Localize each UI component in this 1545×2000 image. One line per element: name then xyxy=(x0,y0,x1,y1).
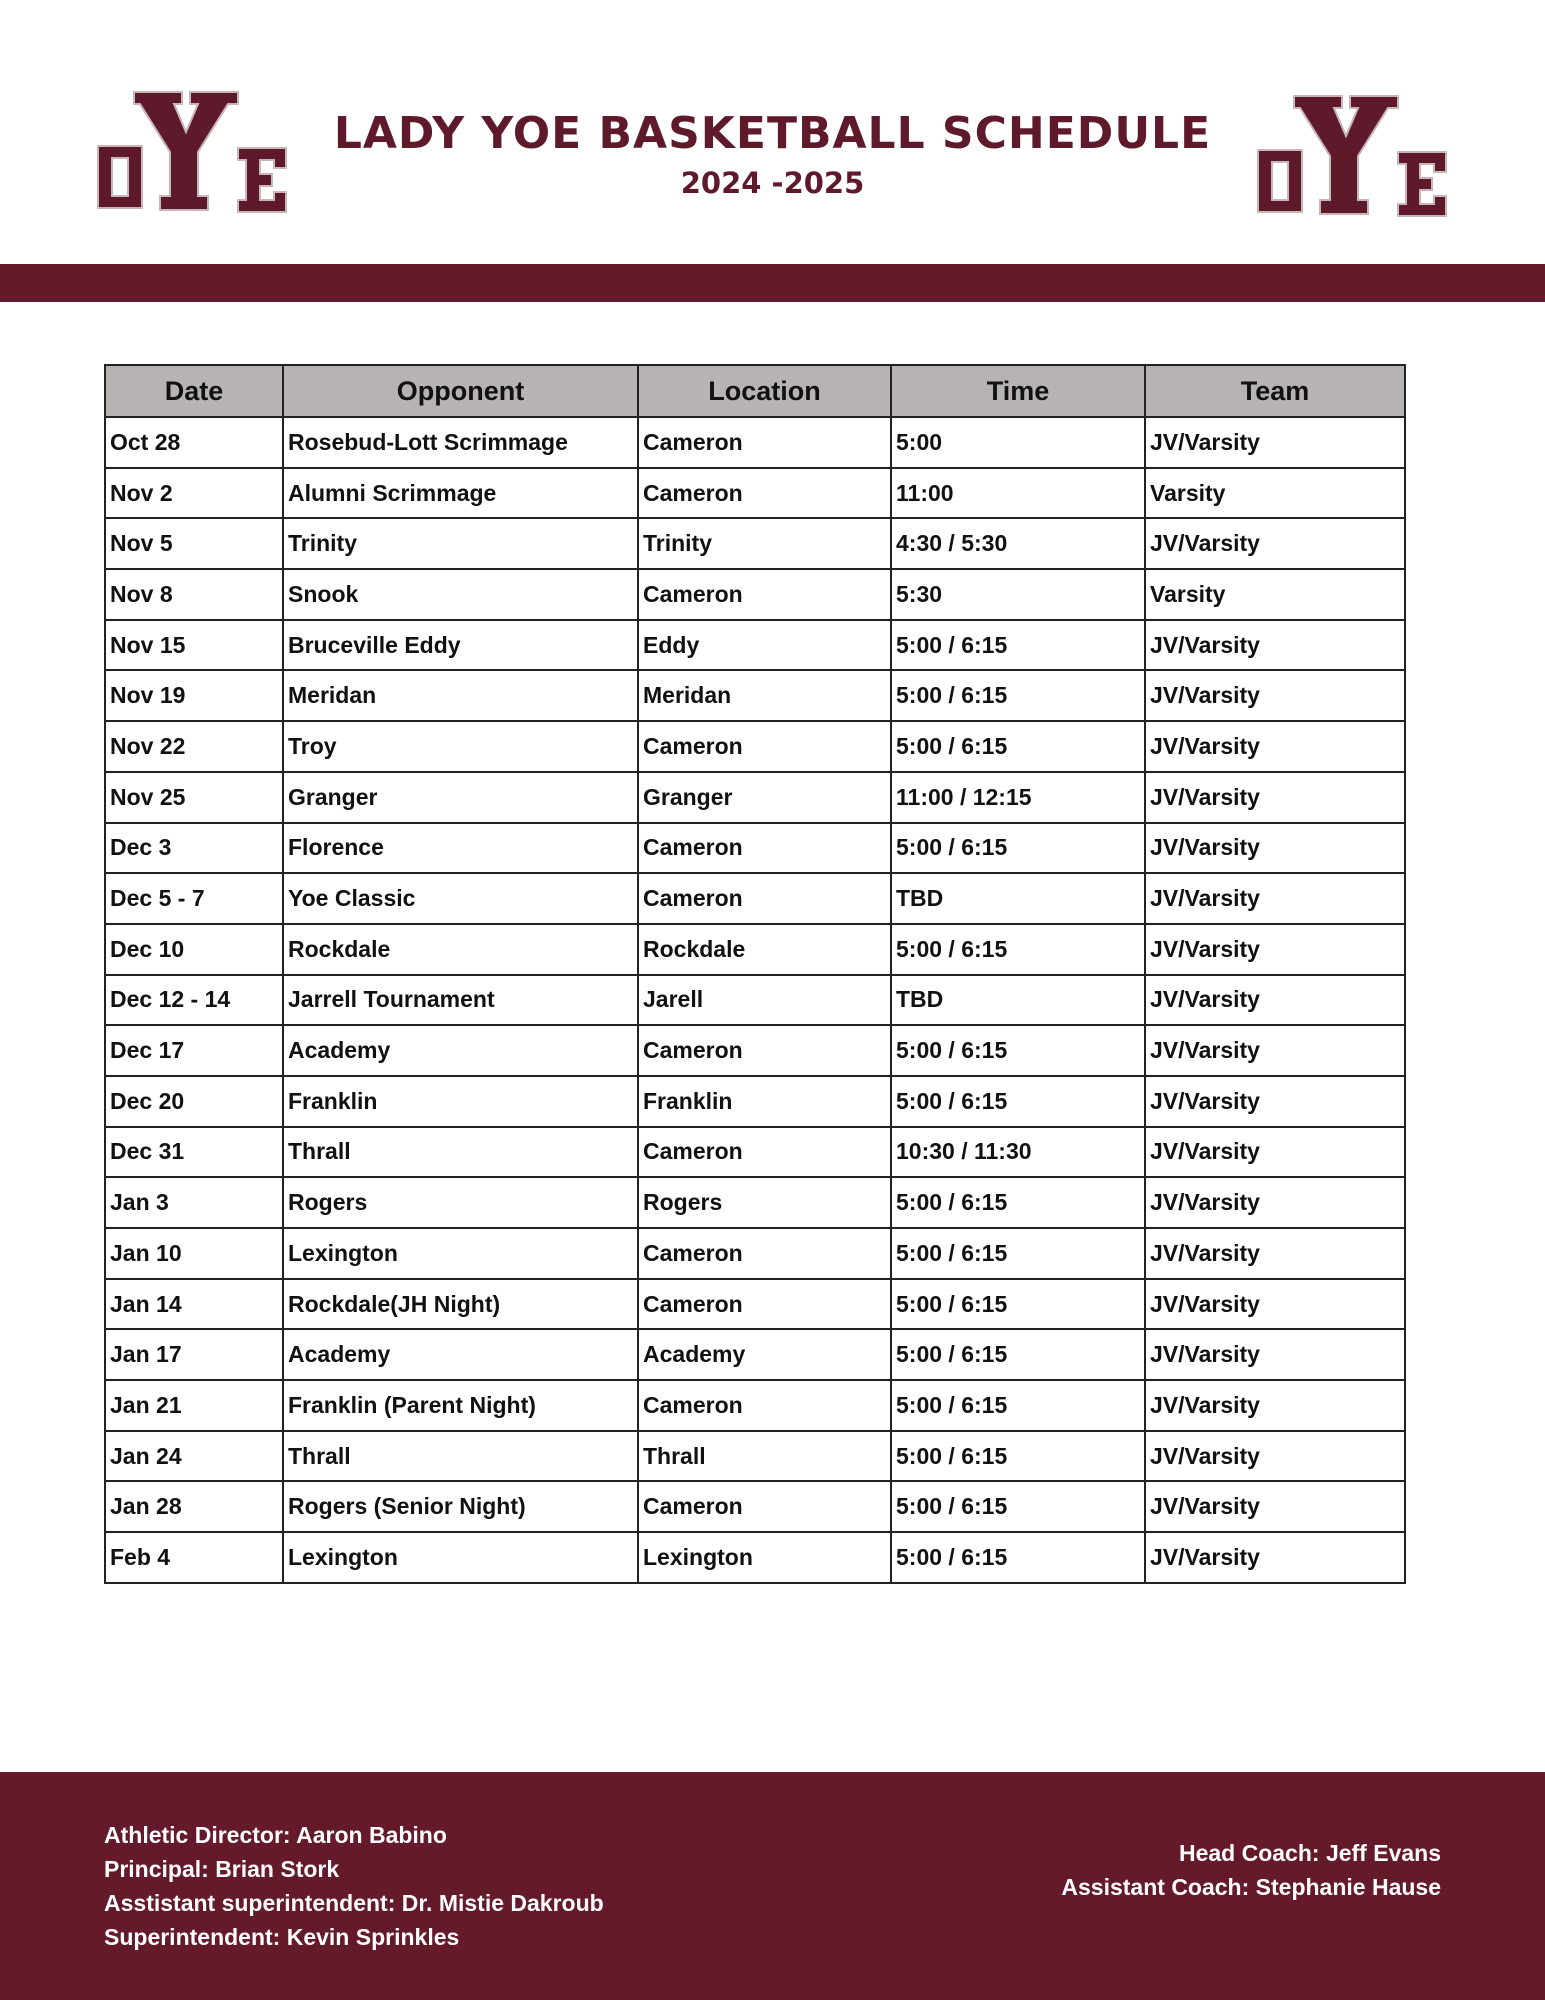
date-cell: Jan 10 xyxy=(105,1228,283,1279)
team-cell: JV/Varsity xyxy=(1145,1076,1405,1127)
team-cell: JV/Varsity xyxy=(1145,1127,1405,1178)
administration-list xyxy=(104,1818,604,1954)
time-cell: 4:30 / 5:30 xyxy=(891,518,1145,569)
opponent-cell: Troy xyxy=(283,721,638,772)
date-cell: Jan 17 xyxy=(105,1329,283,1380)
location-cell: Eddy xyxy=(638,620,891,671)
column-header-team: Team xyxy=(1145,365,1405,417)
table-row xyxy=(105,1329,1405,1380)
opponent-cell: Thrall xyxy=(283,1431,638,1482)
date-cell: Dec 10 xyxy=(105,924,283,975)
table-row xyxy=(105,721,1405,772)
schedule-body xyxy=(105,417,1405,1583)
opponent-cell: Trinity xyxy=(283,518,638,569)
table-row xyxy=(105,924,1405,975)
table-row xyxy=(105,1532,1405,1583)
time-cell: 5:00 / 6:15 xyxy=(891,1431,1145,1482)
date-cell: Dec 31 xyxy=(105,1127,283,1178)
time-cell: 11:00 / 12:15 xyxy=(891,772,1145,823)
team-cell: JV/Varsity xyxy=(1145,721,1405,772)
time-cell: 5:00 / 6:15 xyxy=(891,1279,1145,1330)
table-row xyxy=(105,975,1405,1026)
athletic-director: Athletic Director: Aaron Babino xyxy=(104,1822,447,1848)
location-cell: Rockdale xyxy=(638,924,891,975)
location-cell: Academy xyxy=(638,1329,891,1380)
table-row xyxy=(105,1380,1405,1431)
date-cell: Oct 28 xyxy=(105,417,283,468)
time-cell: 5:00 / 6:15 xyxy=(891,1025,1145,1076)
time-cell: 5:00 xyxy=(891,417,1145,468)
superintendent: Superintendent: Kevin Sprinkles xyxy=(104,1924,460,1950)
column-header-date: Date xyxy=(105,365,283,417)
location-cell: Rogers xyxy=(638,1177,891,1228)
page-footer xyxy=(0,1772,1545,2000)
location-cell: Cameron xyxy=(638,468,891,519)
table-row xyxy=(105,417,1405,468)
opponent-cell: Lexington xyxy=(283,1228,638,1279)
table-row xyxy=(105,670,1405,721)
date-cell: Jan 3 xyxy=(105,1177,283,1228)
date-cell: Dec 17 xyxy=(105,1025,283,1076)
opponent-cell: Rogers (Senior Night) xyxy=(283,1481,638,1532)
location-cell: Cameron xyxy=(638,873,891,924)
team-cell: JV/Varsity xyxy=(1145,417,1405,468)
date-cell: Jan 24 xyxy=(105,1431,283,1482)
date-cell: Nov 19 xyxy=(105,670,283,721)
table-row xyxy=(105,620,1405,671)
location-cell: Cameron xyxy=(638,721,891,772)
table-row xyxy=(105,1431,1405,1482)
team-cell: JV/Varsity xyxy=(1145,670,1405,721)
opponent-cell: Bruceville Eddy xyxy=(283,620,638,671)
date-cell: Jan 28 xyxy=(105,1481,283,1532)
opponent-cell: Rockdale(JH Night) xyxy=(283,1279,638,1330)
date-cell: Nov 5 xyxy=(105,518,283,569)
time-cell: TBD xyxy=(891,873,1145,924)
team-cell: JV/Varsity xyxy=(1145,1431,1405,1482)
time-cell: 5:00 / 6:15 xyxy=(891,1076,1145,1127)
location-cell: Cameron xyxy=(638,569,891,620)
opponent-cell: Granger xyxy=(283,772,638,823)
location-cell: Thrall xyxy=(638,1431,891,1482)
date-cell: Nov 25 xyxy=(105,772,283,823)
team-cell: JV/Varsity xyxy=(1145,620,1405,671)
column-header-location: Location xyxy=(638,365,891,417)
team-cell: Varsity xyxy=(1145,569,1405,620)
team-cell: JV/Varsity xyxy=(1145,1228,1405,1279)
table-row xyxy=(105,873,1405,924)
table-row xyxy=(105,1025,1405,1076)
page-title: LADY YOE BASKETBALL SCHEDULE xyxy=(333,108,1212,159)
team-cell: JV/Varsity xyxy=(1145,823,1405,874)
time-cell: 5:00 / 6:15 xyxy=(891,620,1145,671)
location-cell: Meridan xyxy=(638,670,891,721)
team-cell: JV/Varsity xyxy=(1145,1177,1405,1228)
time-cell: 5:00 / 6:15 xyxy=(891,1329,1145,1380)
date-cell: Dec 20 xyxy=(105,1076,283,1127)
table-row xyxy=(105,1127,1405,1178)
table-row xyxy=(105,569,1405,620)
opponent-cell: Jarrell Tournament xyxy=(283,975,638,1026)
location-cell: Franklin xyxy=(638,1076,891,1127)
location-cell: Cameron xyxy=(638,1025,891,1076)
team-cell: JV/Varsity xyxy=(1145,924,1405,975)
time-cell: TBD xyxy=(891,975,1145,1026)
opponent-cell: Rogers xyxy=(283,1177,638,1228)
header-divider-band xyxy=(0,264,1545,302)
date-cell: Nov 2 xyxy=(105,468,283,519)
opponent-cell: Rockdale xyxy=(283,924,638,975)
location-cell: Cameron xyxy=(638,823,891,874)
assistant-superintendent: Asstistant superintendent: Dr. Mistie Dakroub xyxy=(104,1890,604,1916)
location-cell: Lexington xyxy=(638,1532,891,1583)
team-cell: JV/Varsity xyxy=(1145,1279,1405,1330)
time-cell: 5:00 / 6:15 xyxy=(891,721,1145,772)
schedule-table xyxy=(104,364,1406,1584)
time-cell: 11:00 xyxy=(891,468,1145,519)
team-cell: JV/Varsity xyxy=(1145,1532,1405,1583)
date-cell: Dec 12 - 14 xyxy=(105,975,283,1026)
date-cell: Jan 21 xyxy=(105,1380,283,1431)
team-cell: JV/Varsity xyxy=(1145,873,1405,924)
table-row xyxy=(105,518,1405,569)
time-cell: 5:30 xyxy=(891,569,1145,620)
time-cell: 5:00 / 6:15 xyxy=(891,670,1145,721)
team-cell: JV/Varsity xyxy=(1145,1025,1405,1076)
location-cell: Cameron xyxy=(638,1127,891,1178)
opponent-cell: Alumni Scrimmage xyxy=(283,468,638,519)
location-cell: Cameron xyxy=(638,1481,891,1532)
opponent-cell: Lexington xyxy=(283,1532,638,1583)
team-cell: JV/Varsity xyxy=(1145,772,1405,823)
time-cell: 5:00 / 6:15 xyxy=(891,924,1145,975)
column-header-time: Time xyxy=(891,365,1145,417)
team-cell: JV/Varsity xyxy=(1145,518,1405,569)
table-row xyxy=(105,468,1405,519)
principal: Principal: Brian Stork xyxy=(104,1856,340,1882)
team-cell: JV/Varsity xyxy=(1145,1380,1405,1431)
team-cell: Varsity xyxy=(1145,468,1405,519)
location-cell: Cameron xyxy=(638,1228,891,1279)
opponent-cell: Franklin xyxy=(283,1076,638,1127)
opponent-cell: Meridan xyxy=(283,670,638,721)
time-cell: 5:00 / 6:15 xyxy=(891,823,1145,874)
coaching-staff xyxy=(1061,1836,1441,1904)
table-row xyxy=(105,772,1405,823)
location-cell: Granger xyxy=(638,772,891,823)
page-header xyxy=(0,0,1545,264)
table-row xyxy=(105,1228,1405,1279)
column-header-opponent: Opponent xyxy=(283,365,638,417)
team-cell: JV/Varsity xyxy=(1145,1329,1405,1380)
date-cell: Nov 15 xyxy=(105,620,283,671)
time-cell: 5:00 / 6:15 xyxy=(891,1532,1145,1583)
time-cell: 5:00 / 6:15 xyxy=(891,1380,1145,1431)
location-cell: Jarell xyxy=(638,975,891,1026)
opponent-cell: Snook xyxy=(283,569,638,620)
time-cell: 5:00 / 6:15 xyxy=(891,1228,1145,1279)
opponent-cell: Yoe Classic xyxy=(283,873,638,924)
time-cell: 10:30 / 11:30 xyxy=(891,1127,1145,1178)
date-cell: Dec 3 xyxy=(105,823,283,874)
time-cell: 5:00 / 6:15 xyxy=(891,1481,1145,1532)
location-cell: Cameron xyxy=(638,417,891,468)
opponent-cell: Florence xyxy=(283,823,638,874)
date-cell: Feb 4 xyxy=(105,1532,283,1583)
table-row xyxy=(105,1279,1405,1330)
opponent-cell: Thrall xyxy=(283,1127,638,1178)
opponent-cell: Franklin (Parent Night) xyxy=(283,1380,638,1431)
date-cell: Nov 22 xyxy=(105,721,283,772)
location-cell: Cameron xyxy=(638,1380,891,1431)
date-cell: Dec 5 - 7 xyxy=(105,873,283,924)
table-row xyxy=(105,1481,1405,1532)
head-coach: Head Coach: Jeff Evans xyxy=(1178,1840,1441,1866)
table-row xyxy=(105,823,1405,874)
opponent-cell: Academy xyxy=(283,1025,638,1076)
oye-logo-right xyxy=(1250,92,1450,222)
date-cell: Nov 8 xyxy=(105,569,283,620)
table-header-row xyxy=(105,365,1405,417)
table-row xyxy=(105,1177,1405,1228)
opponent-cell: Rosebud-Lott Scrimmage xyxy=(283,417,638,468)
date-cell: Jan 14 xyxy=(105,1279,283,1330)
assistant-coach: Assistant Coach: Stephanie Hause xyxy=(1061,1874,1441,1900)
location-cell: Cameron xyxy=(638,1279,891,1330)
season-subtitle: 2024 -2025 xyxy=(680,166,865,200)
team-cell: JV/Varsity xyxy=(1145,975,1405,1026)
table-row xyxy=(105,1076,1405,1127)
location-cell: Trinity xyxy=(638,518,891,569)
opponent-cell: Academy xyxy=(283,1329,638,1380)
time-cell: 5:00 / 6:15 xyxy=(891,1177,1145,1228)
team-cell: JV/Varsity xyxy=(1145,1481,1405,1532)
